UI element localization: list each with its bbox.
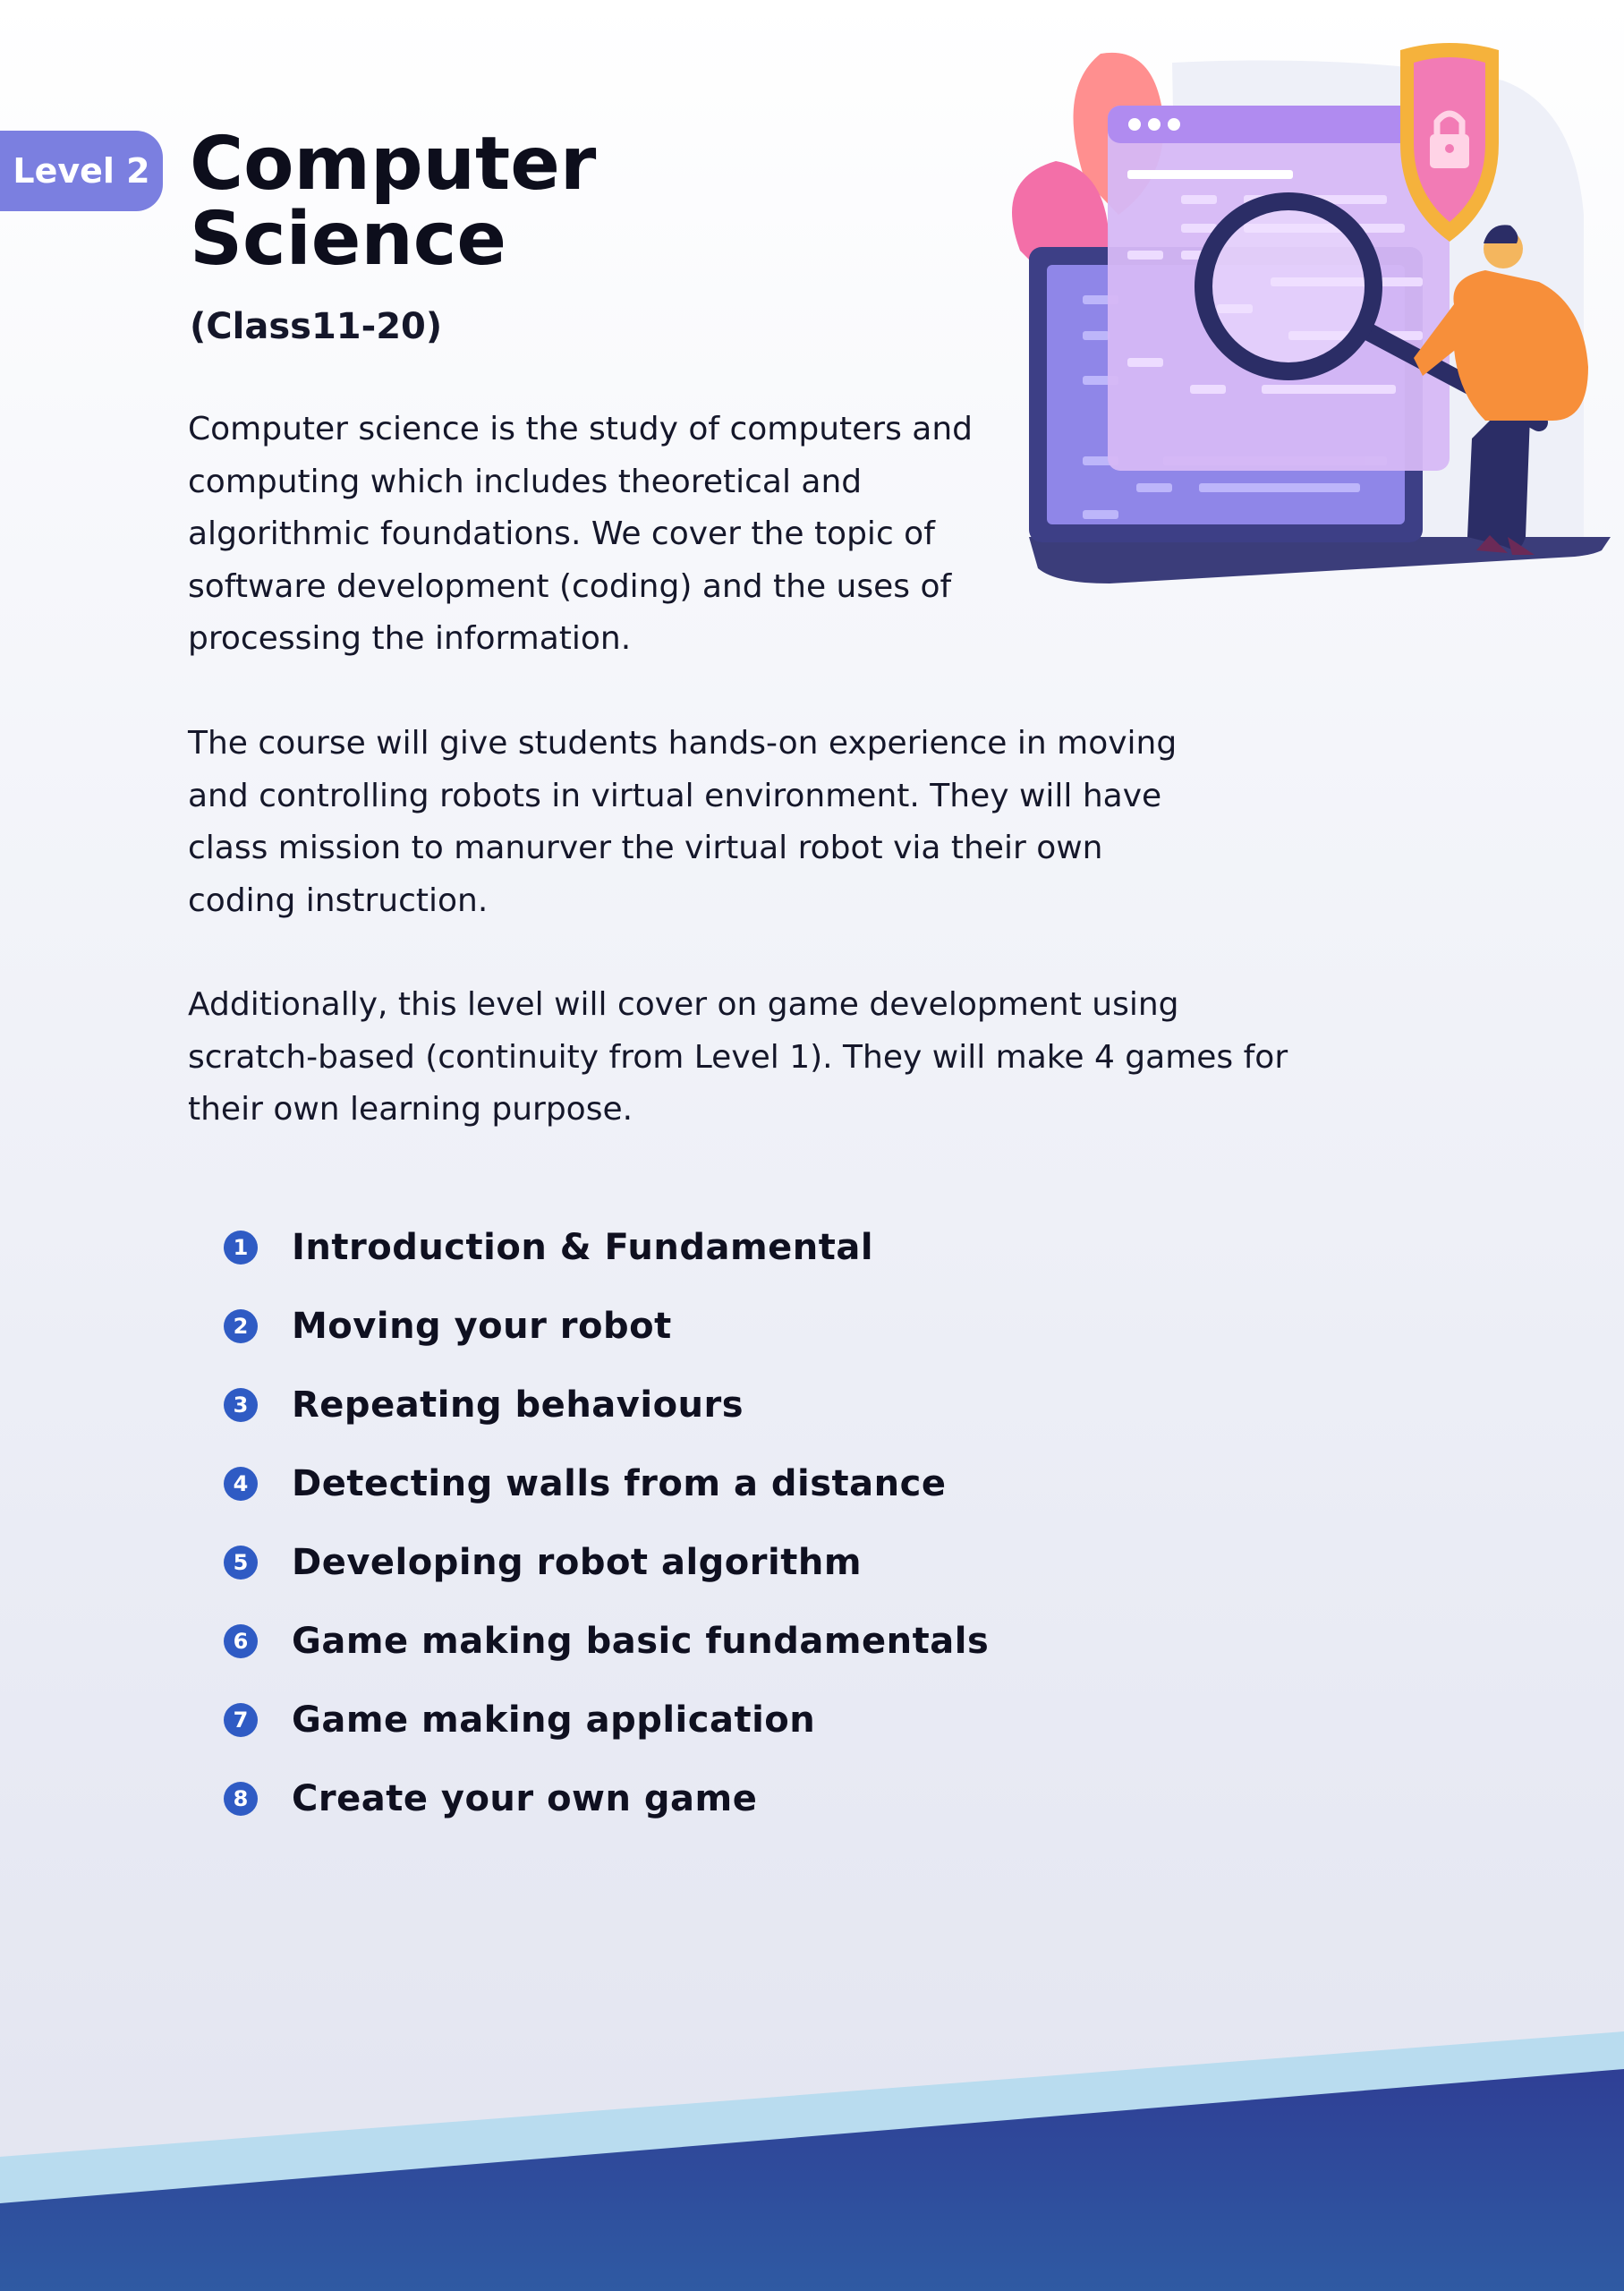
games-paragraph: Additionally, this level will cover on game development using scratch-based (continuity from Level 1). They will make 4 games for their own learning purpose. <box>188 986 1288 1128</box>
laptop-magnifier-illustration <box>1002 36 1611 609</box>
topic-label: Detecting walls from a distance <box>292 1463 947 1504</box>
list-item <box>224 1444 989 1523</box>
list-item <box>224 1287 989 1366</box>
number-badge: 2 <box>224 1309 258 1343</box>
number-badge: 6 <box>224 1624 258 1658</box>
topic-label: Game making basic fundamentals <box>292 1621 990 1662</box>
number-badge: 1 <box>224 1231 258 1265</box>
number-badge: 5 <box>224 1546 258 1580</box>
laptop-base <box>1029 537 1611 583</box>
page-title: Computer Science <box>190 122 597 282</box>
magnifier-icon <box>1203 201 1373 371</box>
page-subtitle: (Class11-20) <box>190 306 443 347</box>
number-badge: 4 <box>224 1467 258 1501</box>
robot-paragraph: The course will give students hands-on experience in moving and controlling robots in virtual environment. They will have class mission to manurver the virtual robot via their own coding instruction. <box>188 725 1178 919</box>
topic-label: Create your own game <box>292 1778 758 1819</box>
topic-label: Repeating behaviours <box>292 1384 744 1426</box>
list-item <box>224 1366 989 1444</box>
intro-paragraph: Computer science is the study of computers and computing which includes theoretical and algorithmic foundations. We cover the topic of software development (coding) and the uses of processing the information. <box>188 411 974 657</box>
list-item <box>224 1759 989 1838</box>
topic-label: Game making application <box>292 1699 816 1741</box>
topic-label: Moving your robot <box>292 1306 672 1347</box>
footer-band <box>0 2014 1624 2291</box>
list-item <box>224 1523 989 1602</box>
number-badge: 7 <box>224 1703 258 1737</box>
list-item <box>224 1208 989 1287</box>
level-badge: Level 2 <box>0 131 163 211</box>
topic-label: Developing robot algorithm <box>292 1542 863 1583</box>
topic-label: Introduction & Fundamental <box>292 1227 874 1268</box>
list-item <box>224 1602 989 1681</box>
topic-list <box>224 1208 989 1838</box>
list-item <box>224 1681 989 1759</box>
number-badge: 8 <box>224 1782 258 1816</box>
number-badge: 3 <box>224 1388 258 1422</box>
